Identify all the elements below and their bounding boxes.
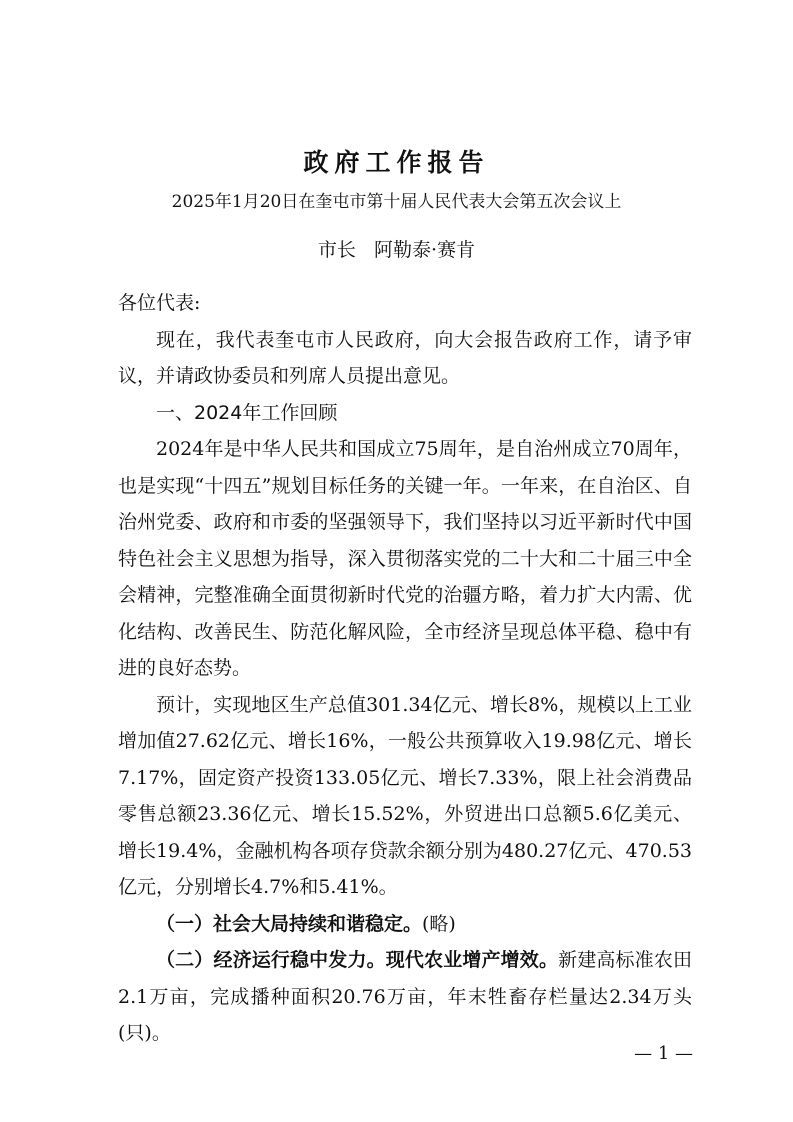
subsection-2-text: 新建高标准农田2.1万亩，完成播种面积20.76万亩，年末牲畜存栏量达2.34万头(只)。 — [118, 949, 692, 1044]
subsection-2 — [118, 942, 692, 1052]
section-heading: 一、2024年工作回顾 — [156, 401, 338, 424]
subsection-1-heading: （一）社会大局持续和谐稳定。 — [156, 912, 423, 935]
figures-paragraph: 预计，实现地区生产总值301.34亿元、增长8%，规模以上工业增加值27.62亿元、增长16%，一般公共预算收入19.98亿元、增长7.17%，固定资产投资133.05亿元、增长7.33%，限上社会消费品零售总额23.36亿元、增长15.52%，外贸进出口总额5.6亿美元、增长19.4%，金融机构各项存贷款余额分别为480.27亿元、470.53亿元，分别增长4.7%和5.41%。 — [118, 693, 692, 898]
report-subtitle: 2025年1月20日在奎屯市第十届人民代表大会第五次会议上 — [171, 192, 622, 212]
report-title: 政府工作报告 — [303, 148, 490, 177]
page-number: — 1 — — [634, 1043, 693, 1064]
intro-paragraph: 现在，我代表奎屯市人民政府，向大会报告政府工作，请予审议，并请政协委员和列席人员提出意见。 — [118, 328, 692, 387]
subsection-2-heading: （二）经济运行稳中发力。现代农业增产增效。 — [156, 949, 559, 971]
subsection-1 — [118, 906, 692, 943]
overview-paragraph: 2024年是中华人民共和国成立75周年，是自治州成立70周年，也是实现“十四五”规划目标任务的关键一年。一年来，在自治区、自治州党委、政府和市委的坚强领导下，我们坚持以习近平新时代中国特色社会主义思想为指导，深入贯彻落实党的二十大和二十届三中全会精神，完整准确全面贯彻新时代党的治疆方略，着力扩大内需、优化结构、改善民生、防范化解风险，全市经济呈现总体平稳、稳中有进的良好态势。 — [118, 438, 692, 679]
report-body — [118, 285, 692, 1052]
salutation: 各位代表: — [118, 292, 201, 314]
report-author: 市长 阿勒泰·赛肯 — [317, 239, 476, 261]
subsection-1-note: (略) — [422, 912, 456, 935]
